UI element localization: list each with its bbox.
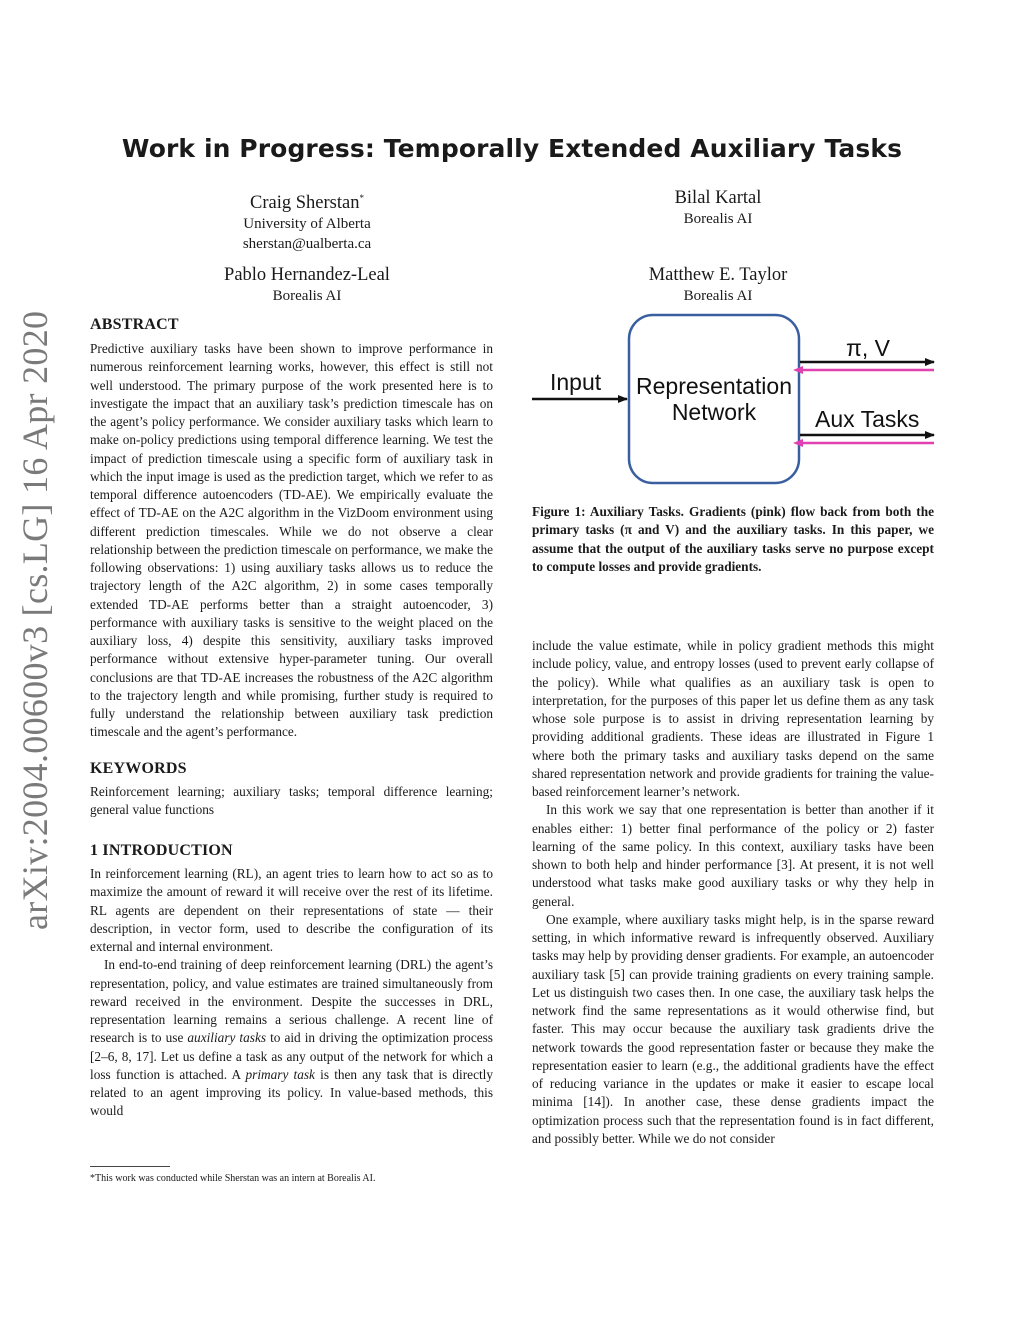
- arxiv-identifier: arXiv:2004.00600v3 [cs.LG] 16 Apr 2020: [15, 310, 55, 930]
- network-label-1: Representation: [636, 373, 792, 399]
- abstract-heading: ABSTRACT: [90, 316, 179, 333]
- right-paragraph-2: In this work we say that one representation is better than another if it enables either: 1) better final performance of the policy or 2) faster learning of the same policy. In this context, auxiliary tasks have been shown to both help and hinder performance [3]. At present, it is not well understood what tasks make good auxiliary tasks or why they help in general.: [532, 802, 934, 909]
- introduction-heading: 1 INTRODUCTION: [90, 842, 233, 859]
- figure-1-diagram: [528, 310, 940, 490]
- author-name: Pablo Hernandez-Leal: [224, 265, 390, 285]
- right-paragraph-3: One example, where auxiliary tasks might help, is in the sparse reward setting, in which informative reward is infrequently observed. Auxiliary tasks may help by providing denser gradients. For example, an autoencoder auxiliary task [5] can provide training gradients on every training sample. Let us distinguish two cases then. In one case, the auxiliary task helps the network find the same representations as it would otherwise find, but faster. This may occur because the auxiliary task gradients drive the network towards the good representation faster or because they make the representation easier to learn (e.g., the additional gradients have the effect of reducing variance in the updates or make it easier to escape local minima [14]). In another case, these dense gradients impact the optimization process such that the representation found is in fact different, and possibly better. While we do not consider: [532, 911, 934, 1146]
- figure-1-caption: Figure 1: Auxiliary Tasks. Gradients (pink) flow back from both the primary tasks (π and V) and the auxiliary tasks. In this paper, we assume that the output of the auxiliary tasks serve no purpose except to compute losses and provide gradients.: [532, 504, 934, 575]
- emphasis-auxiliary-tasks: auxiliary tasks: [187, 1030, 267, 1046]
- right-paragraph-1: include the value estimate, while in policy gradient methods this might include policy, value, and entropy losses (used to prevent early collapse of the policy). While what qualifies as an auxiliary task is open to interpretation, for the purposes of this paper let us define them as any task whose sole purpose is to assist in driving representation learning by providing additional gradients. These ideas are illustrated in Figure 1 where both the primary tasks and auxiliary tasks depend on the same shared representation network and provide gradients for training the value-based reinforcement learner’s network.: [532, 638, 934, 799]
- author-email: sherstan@ualberta.ca: [242, 236, 372, 253]
- intro-paragraph-2: In end-to-end training of deep reinforcement learning (DRL) the agent’s representation, policy, and value estimates are trained simultaneously from reward received in the environment. Despite the successes in DRL, representation learning remains a serious challenge. A recent line of research is to use auxiliary tasks to aid in driving the optimization process [2–6, 8, 17]. Let us define a task as any output of the network for which a loss function is attached. A primary task is then any task that is directly related to an agent improving its policy. In value-based methods, this would: [90, 957, 494, 1119]
- intro-paragraph-1: In reinforcement learning (RL), an agent tries to learn how to act so as to maximize the amount of reward it will receive over the rest of its lifetime. RL agents are dependent on their representations of state — their description, in vector form, used to describe the configuration of its external and internal environment.: [90, 866, 493, 954]
- author-block-3: [157, 264, 457, 306]
- keywords-text: Reinforcement learning; auxiliary tasks; temporal difference learning; general value functions: [90, 783, 493, 817]
- author-block-4: [568, 264, 868, 306]
- footnote-rule: [90, 1166, 170, 1167]
- author-block-1: [157, 187, 457, 254]
- paper-title: Work in Progress: Temporally Extended Auxiliary Tasks: [121, 134, 903, 163]
- author-name: Matthew E. Taylor: [648, 265, 788, 285]
- right-column: [532, 637, 934, 1148]
- author-block-2: [568, 187, 868, 229]
- aux-tasks-label: Aux Tasks: [815, 406, 920, 432]
- author-affiliation: Borealis AI: [272, 288, 342, 304]
- network-label-2: Network: [671, 399, 757, 425]
- author-name: Craig Sherstan*: [250, 193, 364, 214]
- author-name: Bilal Kartal: [674, 188, 762, 208]
- abstract-text: Predictive auxiliary tasks have been shown to improve performance in numerous reinforcement learning works, however, this effect is still not well understood. The primary purpose of the work presented here is to investigate the impact that an auxiliary task’s prediction timescale has on the agent’s policy performance. We consider auxiliary tasks which learn to make on-policy predictions using temporal difference learning. We test the impact of prediction timescale using a specific form of auxiliary task in which the input image is used as the prediction target, which we refer to as temporal difference autoencoders (TD-AE). We empirically evaluate the effect of TD-AE on the A2C algorithm in the VizDoom environment using different prediction timescales. While we do not observe a clear relationship between the prediction timescale on performance, we make the following observations: 1) using auxiliary tasks allows us to reduce the trajectory length of the A2C algorithm, 2) in some cases temporally extended TD-AE performs better than a straight autoencoder, 3) performance with auxiliary tasks is sensitive to the weight placed on the auxiliary loss, 4) despite this sensitivity, auxiliary tasks improved performance without extensive hyper-parameter tuning. Our overall conclusions are that TD-AE increases the robustness of the A2C algorithm to the trajectory length and while promising, further study is required to fully understand the relationship between auxiliary task prediction timescale and the agent’s performance.: [90, 341, 493, 740]
- emphasis-primary-task: primary task: [245, 1066, 315, 1082]
- author-affiliation: Borealis AI: [683, 288, 753, 304]
- author-affiliation: Borealis AI: [683, 211, 753, 227]
- input-label: Input: [550, 369, 602, 395]
- pi-v-label: π, V: [846, 335, 890, 361]
- author-affiliation: University of Alberta: [243, 216, 371, 233]
- left-column: [90, 315, 493, 1121]
- footnote: *This work was conducted while Sherstan was an intern at Borealis AI.: [90, 1173, 376, 1184]
- keywords-heading: KEYWORDS: [90, 759, 187, 777]
